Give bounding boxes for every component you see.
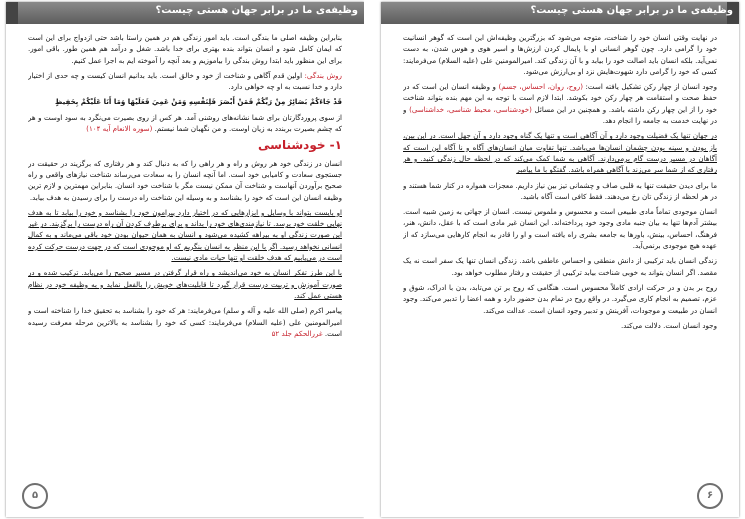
page-number: ۶ <box>697 483 723 509</box>
page-gutter <box>364 0 381 519</box>
paragraph: وجود انسان است. دلالت می‌کند. <box>621 320 717 330</box>
paragraph-text: در جهان تنها یک فضیلت وجود دارد و آن آگاهی است و تنها یک گناه وجود دارد و آن جهل است. در این بین، باز بودن و سینه بودن چشمان انسان‌ها می‌باشد. تنها تفاوت میان انسان‌های آگاه و نا آگاه این است که آگاهان در مسیر درست گام برمی‌دارند. آگاهی به شما کمک می‌کند که در لحظه حال زندگی کنید. و هر رفتاری که از شما سر می‌زند با آگاهی همراه باشد. <box>403 131 717 175</box>
paragraph <box>28 112 342 135</box>
page-left <box>6 2 364 517</box>
paragraph: انسان موجودی تماماً مادی طبیعی است و محسوس و ملموس نیست. انسان از جهاتی به زمین شبیه است. بیشتر آدم‌ها تنها به بیان جنبه مادی وجود خود پرداخته‌اند. این انسان غیر مادی است که با عقل، دانش، هنر، فرهنگ، احساس، بینش، باورها به جامعه بشری راه یافته است و او را قادر به انجام کارهایی می‌سازد که از عهده هیچ موجودی برنمی‌آید. <box>403 207 717 251</box>
paragraph: انسان در زندگی خود هر روش و راه و هر راهی را که به دنبال کند و هر رفتاری که برگزیند در حقیقت در جستجوی سعادت و کامیابی خود است. اما آنچه انسان را به سعادت می‌رساند شناخت نیازهای واقعی و راه صحیح برآوردن آنهاست و شناخت آن ممکن نیست مگر با شناخت خود انسان. بنابراین مهمترین و لازم ترین وظیفه انسان این است که خود را بشناسد و به وسیله این شناخت راه درست را برای رسیدن به هدف بیابد. <box>28 158 342 202</box>
highlight-label: روش بندگی: <box>304 70 342 80</box>
page-content <box>403 32 717 483</box>
page-number: ۵ <box>22 483 48 509</box>
quran-verse: قَدْ جَاءَكُمْ بَصَائِرُ مِنْ رَبِّكُمْ فَمَنْ أَبْصَرَ فَلِنَفْسِهِ وَمَنْ عَمِيَ فَعَلَيْهَا وَمَا أَنَا عَلَيْكُمْ بِحَفِيظٍ <box>54 97 342 107</box>
section-title: ۱- خودشناسی <box>258 138 342 153</box>
paragraph-text: پیامبر اکرم (صلی الله علیه و آله و سلم) می‌فرمایند: هر که خود را بشناسد به تحقیق خدا را شناخته است و امیرالمومنین علی (علیه السلام) می‌فرمایند: کسی که خود را بشناسد به بالاترین مرحله معرفت رسیده است. <box>28 306 342 338</box>
page-content <box>28 32 342 483</box>
paragraph <box>28 305 342 339</box>
header-title: وظیفه‌ی ما در برابر جهان هستی چیست؟ <box>155 5 358 16</box>
paragraph: او بایست بتواند با وسایل و ابزارهایی که در اختیار دارد پیرامون خود را بشناسد و خود را بیابد تا به هدف نهایی خلقت خود برسد. تا نیازمندی‌های خود را بداند و برای برطرف کردن آن راه درست را برگزیند. در غیر این صورت زندگی او به بیراهه کشیده می‌شود و انسان به همان حیوان بودن خود باقی می‌ماند و به کمال انسانی نخواهد رسید. اگر با این منظر به انسان بنگریم که او موجودی است که در جهت درست حرکت کرده است در می‌یابیم که هدف خلقت او تنها حیات مادی نیست. <box>28 207 342 263</box>
paragraph: ما برای دیدن حقیقت تنها به قلبی صاف و چشمانی تیز بین نیاز داریم. معجزات همواره در کنار شما هستند و در هر لحظه از زندگی تان رخ می‌دهند. فقط کافی است آگاه باشید. <box>403 180 717 201</box>
highlight-text: (روح، روان، احساس، جسم) <box>498 82 586 92</box>
paragraph-text: و در نهایت خدمت به جامعه را انجام دهد. <box>403 104 717 126</box>
paragraph-text: اولین قدم آگاهی و شناخت از خود و خالق است. باید بدانیم انسان کیست و چه حدی از اختیار دارد و خدا نسبت به او چه خواهی دارد. <box>28 70 342 92</box>
paragraph-text: وجود انسان از چهار رکن تشکیل یافته است: <box>585 82 717 92</box>
paragraph: زندگی انسان باید ترکیبی از دانش منطقی و احساس عاطفی باشد. زندگی انسان تنها یک سفر است نه یک مقصد. اگر انسان بتواند به خوبی شناخت بیابد ترکیبی از حقیقت و رفتار مطلوب خواهد بود. <box>403 256 717 277</box>
paragraph: با این طرز تفکر انسان به خود می‌اندیشد و راه قرار گرفتن در مسیر صحیح را می‌یابد. ترکیب شده و در صورت آموزش و تربیت درست قرار گیرد تا قابلیت‌های خویش را بالفعل نماید و به وظیفه خود در نظام هستی عمل کند. <box>28 268 342 300</box>
verse-reference: (سوره الانعام آیه ۱۰۴) <box>86 124 153 134</box>
paragraph: در نهایت وقتی انسان خود را شناخت، متوجه می‌شود که بزرگترین وظیفه‌اش این است که گوهر انسانیت خود را گرامی دارد. چون گوهر انسانی او با پایمال کردن ارزش‌ها و اسیر هوی و هوس شدن، به دست نمی‌آید. بلکه انسان باید اصالت خود را بیابد و با آن زندگی کند. امیرالمومنین علی (علیه السلام) می‌فرمایند: کسی که خود را گرامی دارد شهوت‌هایش نزد او بی‌ارزش می‌شود. <box>403 33 717 76</box>
paragraph-text: و وظیفه انسان این است که در حفظ صحت و استقامت هر چهار رکن خود بکوشد. ابتدا لازم است با توجه به این مهم بنده بتواند شناخت خود را از این چهار رکن داشته باشد. و همچنین در این مسائل <box>403 82 717 114</box>
paragraph: روح بر بدن و در حرکت ارادی کاملاً محسوس است. هنگامی که روح بر تن می‌تابد، بدن با ادراک، شوق و عزم، تصمیم به انجام کاری می‌گیرد. در واقع روح در تمام بدن حضور دارد و همه اعضا را تدبیر می‌کند. وجود انسان در طبیعت و موجودات، آفرینش و تدبیر وجود انسان است. عدالت می‌کند. <box>403 282 717 315</box>
paragraph <box>403 81 717 126</box>
quote: گفتگو با ما پیامبر <box>516 165 567 175</box>
page-header <box>6 2 364 24</box>
reference: غررالحکم جلد ۵۲ <box>271 328 323 338</box>
highlight-text: (خودشناسی، محیط شناسی، خداشناسی) <box>409 104 535 114</box>
paragraph: بنابراین وظیفه اصلی ما بندگی است. باید امور زندگی هم در همین راستا باشد حتی ازدواج برای این است که ایمان کامل شود و انسان بتواند بنده بهتری برای خدا باشد. شغل و درآمد هم همین طور. باقی امور. برای این منظور باید ابتدا روش بندگی را بیاموزیم و بعد آنچه را آموخته ایم به اجرا عمل کنیم. <box>28 33 342 65</box>
paragraph <box>403 130 717 175</box>
header-tab <box>6 2 18 24</box>
page-right <box>381 2 739 517</box>
page-header <box>381 2 739 24</box>
paragraph <box>28 70 342 93</box>
header-title: وظیفه‌ی ما در برابر جهان هستی چیست؟ <box>530 5 733 16</box>
verse-translation: از سوی پروردگارتان برای شما نشانه‌های روشنی آمد. هر کس از روی بصیرت می‌نگرد به سود اوست و هر که چشم بصیرت بربندد به زیان اوست. و من نگهبان شما نیستم. <box>28 112 342 134</box>
